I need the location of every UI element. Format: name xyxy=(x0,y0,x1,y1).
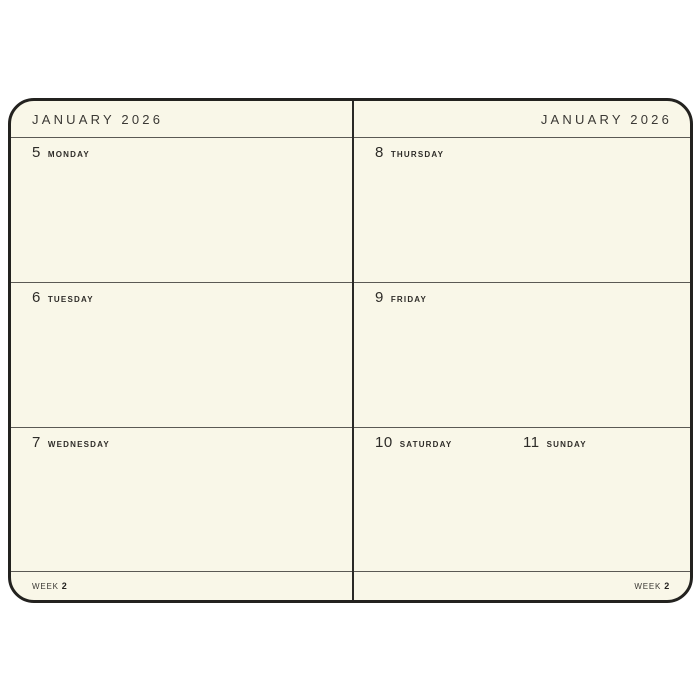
day-name: SATURDAY xyxy=(399,440,453,449)
day-cell-weekend xyxy=(354,428,690,572)
day-label xyxy=(523,434,690,451)
day-cell-monday xyxy=(11,138,352,283)
day-name: THURSDAY xyxy=(390,150,445,159)
week-indicator xyxy=(634,581,670,591)
day-label xyxy=(375,434,522,451)
week-number: 2 xyxy=(61,581,68,591)
day-label xyxy=(375,289,690,306)
date-number: 7 xyxy=(32,434,41,451)
day-label xyxy=(32,434,352,451)
day-name: SUNDAY xyxy=(546,440,587,449)
date-number: 6 xyxy=(32,289,41,306)
left-page-footer xyxy=(11,572,352,600)
month-title-left: JANUARY 2026 xyxy=(32,111,164,127)
right-page xyxy=(352,101,690,600)
weekly-planner-spread xyxy=(8,98,693,603)
week-label: WEEK xyxy=(32,582,59,591)
day-name: MONDAY xyxy=(47,150,90,159)
day-cell-saturday xyxy=(354,428,522,571)
day-label xyxy=(32,289,352,306)
month-title-right: JANUARY 2026 xyxy=(540,111,672,127)
day-cell-friday xyxy=(354,283,690,428)
date-number: 10 xyxy=(375,434,393,451)
day-cell-wednesday xyxy=(11,428,352,572)
day-cell-tuesday xyxy=(11,283,352,428)
date-number: 9 xyxy=(375,289,384,306)
date-number: 8 xyxy=(375,144,384,161)
day-label xyxy=(32,144,352,161)
left-page-header xyxy=(11,101,352,138)
week-label: WEEK xyxy=(634,582,662,591)
day-name: WEDNESDAY xyxy=(47,440,110,449)
week-indicator xyxy=(32,581,68,591)
right-page-footer xyxy=(354,572,690,600)
right-page-header xyxy=(354,101,690,138)
week-number: 2 xyxy=(664,581,670,591)
left-page xyxy=(11,101,352,600)
day-name: TUESDAY xyxy=(47,295,94,304)
day-cell-thursday xyxy=(354,138,690,283)
date-number: 5 xyxy=(32,144,41,161)
day-cell-sunday xyxy=(522,428,690,571)
day-name: FRIDAY xyxy=(390,295,428,304)
date-number: 11 xyxy=(523,434,540,451)
day-label xyxy=(375,144,690,161)
